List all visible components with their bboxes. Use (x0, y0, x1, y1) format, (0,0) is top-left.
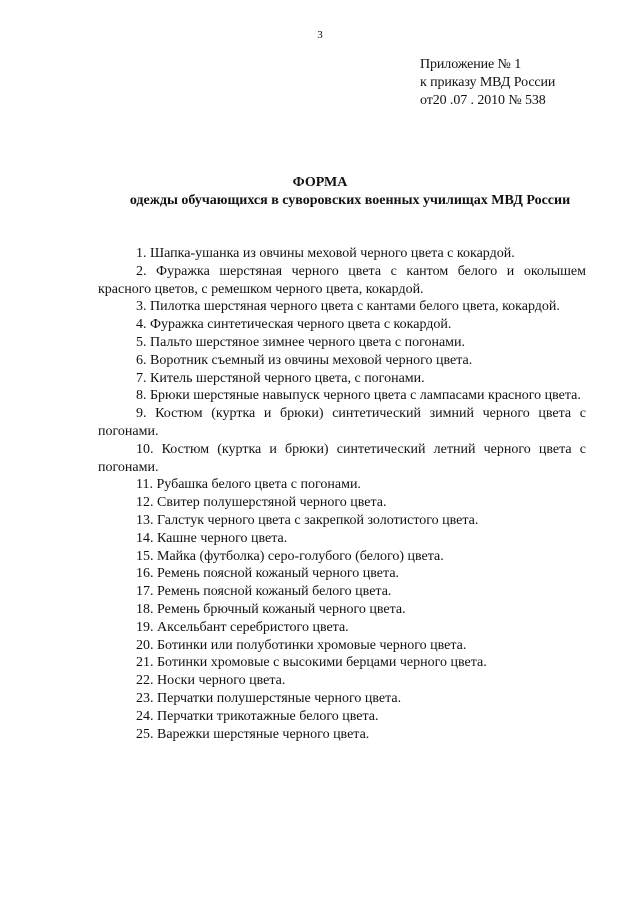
list-item: 23. Перчатки полушерстяные черного цвета. (136, 690, 402, 706)
list-item: 8. Брюки шерстяные навыпуск черного цвета с лампасами красного цвета. (136, 388, 581, 404)
appendix-line-2: к приказу МВД России (420, 75, 556, 90)
list-item: 13. Галстук черного цвета с закрепкой золотистого цвета. (136, 512, 479, 528)
list-item: 18. Ремень брючный кожаный черного цвета. (136, 601, 406, 617)
document-title: ФОРМА (292, 175, 348, 190)
list-item: 6. Воротник съемный из овчины меховой черного цвета. (136, 352, 473, 368)
list-item: 1. Шапка-ушанка из овчины меховой черного цвета с кокардой. (136, 246, 515, 261)
list-item: 19. Аксельбант серебристого цвета. (136, 619, 349, 635)
uniform-items-list (98, 245, 586, 743)
appendix-line-1: Приложение № 1 (420, 57, 522, 72)
appendix-line-3: от20 .07 . 2010 № 538 (420, 93, 546, 108)
list-item: 20. Ботинки или полуботинки хромовые черного цвета. (136, 637, 467, 653)
list-item: 25. Варежки шерстяные черного цвета. (136, 726, 370, 742)
list-item: 15. Майка (футболка) серо-голубого (белого) цвета. (136, 548, 444, 564)
list-item: 24. Перчатки трикотажные белого цвета. (136, 708, 379, 724)
list-item: 9. Костюм (куртка и брюки) синтетический зимний черного цвета с погонами. (98, 406, 586, 439)
page-number: 3 (317, 29, 323, 41)
list-item: 16. Ремень поясной кожаный черного цвета. (136, 566, 400, 582)
list-item: 5. Пальто шерстяное зимнее черного цвета с погонами. (136, 334, 466, 350)
list-item: 21. Ботинки хромовые с высокими берцами черного цвета. (136, 655, 487, 671)
appendix-block (420, 56, 555, 110)
list-item: 11. Рубашка белого цвета с погонами. (136, 477, 361, 493)
list-item: 10. Костюм (куртка и брюки) синтетический летний черного цвета с погонами. (98, 441, 586, 475)
list-item: 22. Носки черного цвета. (136, 673, 286, 689)
document-subtitle: одежды обучающихся в суворовских военных училищах МВД России (129, 193, 571, 208)
list-item: 3. Пилотка шерстяная черного цвета с кантами белого цвета, кокардой. (136, 299, 560, 315)
list-item: 12. Свитер полушерстяной черного цвета. (136, 495, 387, 511)
list-item: 14. Кашне черного цвета. (136, 530, 288, 546)
list-item: 4. Фуражка синтетическая черного цвета с кокардой. (136, 317, 452, 333)
list-item: 7. Китель шерстяной черного цвета, с погонами. (136, 370, 425, 386)
list-item: 17. Ремень поясной кожаный белого цвета. (136, 584, 392, 600)
list-item: 2. Фуражка шерстяная черного цвета с кантом белого и околышем красного цветов, с ремешком черного цвета, кокардой. (98, 263, 586, 297)
